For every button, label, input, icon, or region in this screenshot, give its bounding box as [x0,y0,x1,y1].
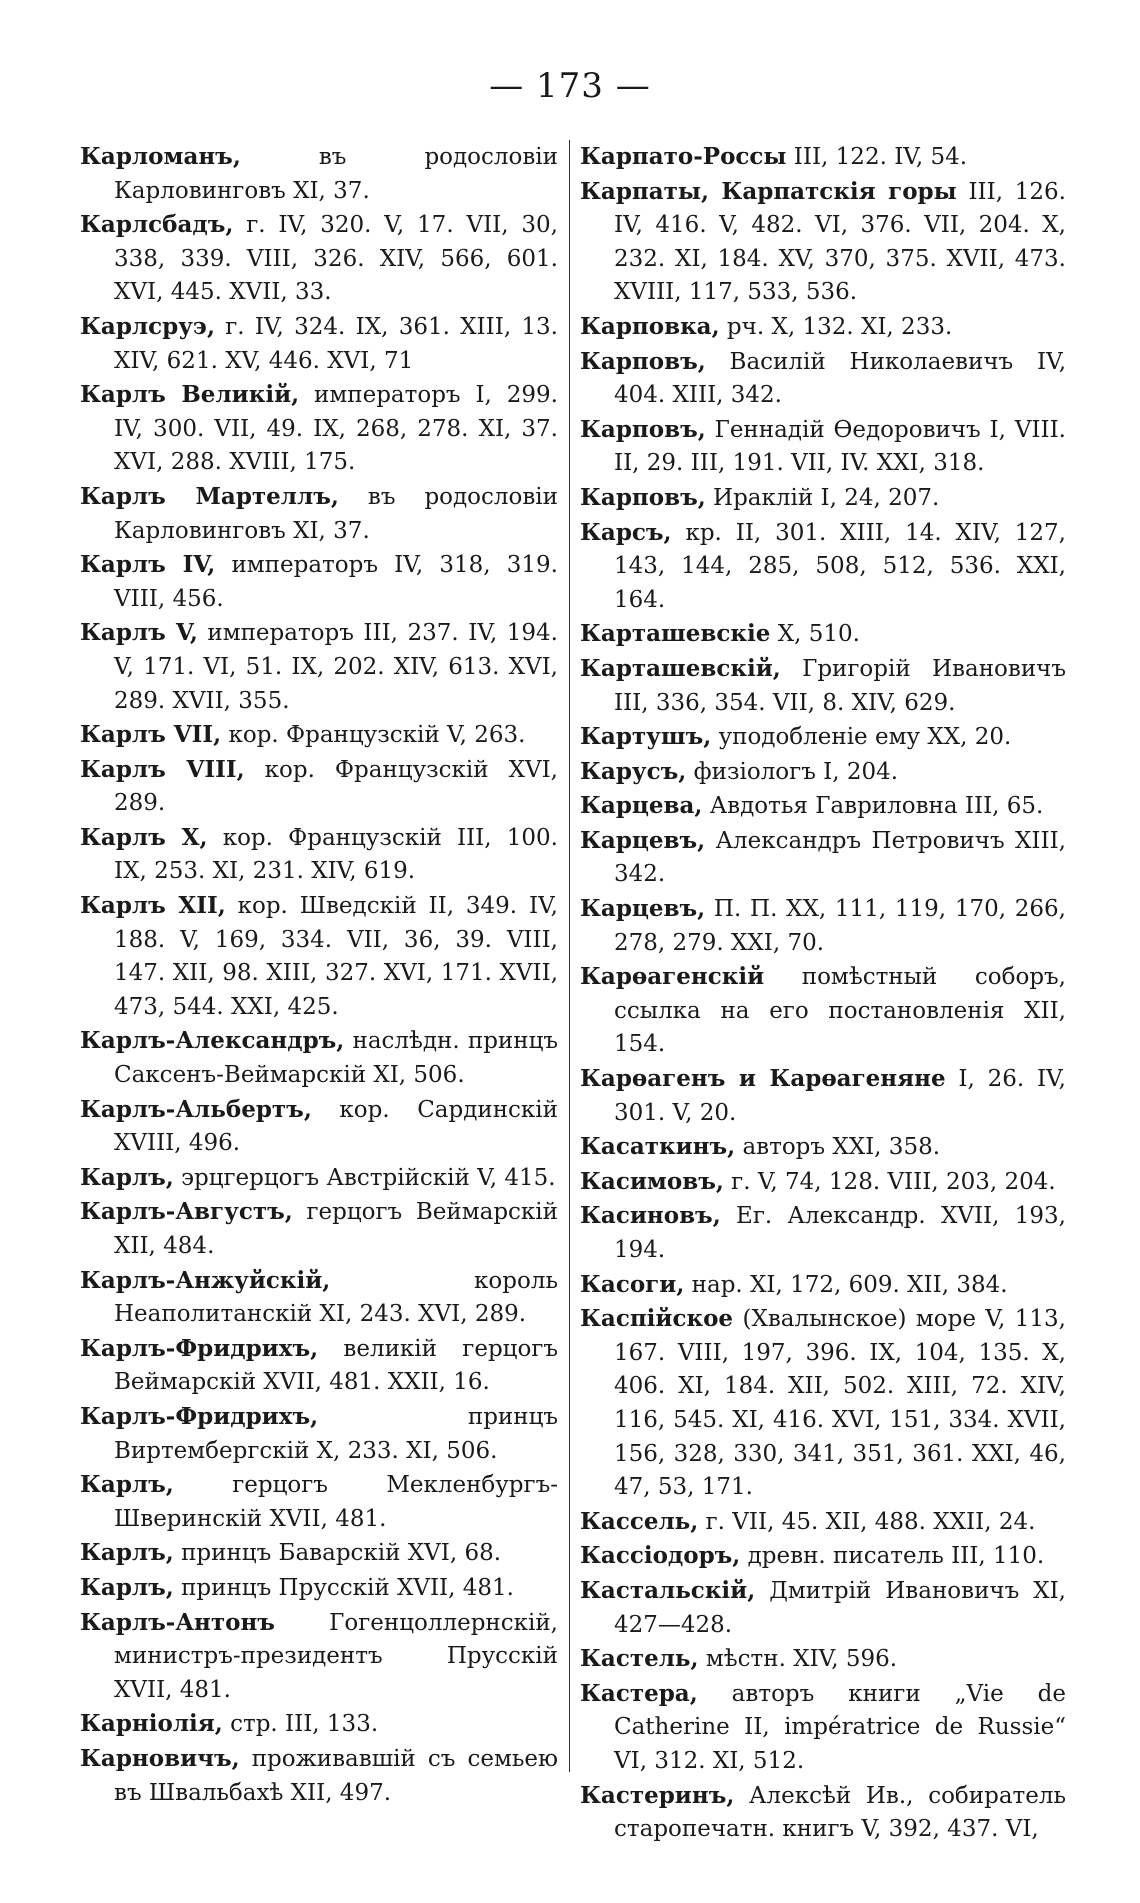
entry-heading: Кастальскій, [580,1576,756,1604]
index-entry [80,1536,558,1571]
index-entry [80,753,558,821]
entry-references: императоръ IV, 318, 319. VIII, 456. [114,552,558,612]
entry-references: г. VII, 45. XII, 488. XXII, 24. [698,1508,1036,1535]
entry-references: кор. Сардинскій XVIII, 496. [114,1096,558,1157]
entry-references: великій герцогъ Веймарскій XVII, 481. XXII, 16. [114,1335,558,1396]
index-entry [80,1400,558,1468]
column-divider [569,140,570,1772]
index-entry [580,1574,1066,1642]
entry-heading: Карлъ-Фридрихъ, [80,1334,319,1362]
index-entry [80,1332,558,1400]
index-entry [580,1642,1066,1677]
entry-references: г. IV, 320. V, 17. VII, 30, 338, 339. VIII, 326. XIV, 566, 601. XVI, 445. XVII, 33. [114,212,558,306]
index-entry [80,889,558,1024]
entry-references: въ родословіи Карловинговъ XI, 37. [114,483,558,544]
entry-references: Григорій Ивановичъ III, 336, 354. VII, 8. XIV, 629. [614,655,1066,716]
index-entry [580,175,1066,310]
index-entry [80,1024,558,1092]
index-entry [580,892,1066,960]
index-entry [80,140,558,208]
entry-references: герцогъ Мекленбургъ-Шверинскій XVII, 481. [114,1472,558,1532]
entry-heading: Карновичъ, [80,1744,240,1772]
entry-references: III, 122. IV, 54. [786,144,968,170]
entry-references: помѣстный соборъ, ссылка на его постановленія XII, 154. [614,964,1066,1058]
entry-references: нар. XI, 172, 609. XII, 384. [684,1271,1008,1298]
entry-references: Дмитрій Ивановичъ XI, 427—428. [614,1577,1066,1638]
entry-references: въ родословіи Карловинговъ XI, 37. [114,144,558,204]
entry-heading: Карлъ-Александръ, [80,1027,345,1055]
entry-heading: Кастеринъ, [580,1781,735,1809]
index-entry [580,310,1066,345]
entry-heading: Карповъ, [580,347,706,375]
entry-references: кор. Французскій XVI, 289. [114,756,558,817]
index-entry [580,1165,1066,1200]
index-entry [580,1199,1066,1267]
index-entry [580,1302,1066,1505]
index-entry [80,378,558,480]
index-entry [580,1062,1066,1130]
entry-heading: Карлъ IV, [80,551,216,579]
index-entry [580,789,1066,824]
index-entry [80,821,558,889]
entry-references: III, 126. IV, 416. V, 482. VI, 376. VII, 204. X, 232. XI, 184. XV, 370, 375. XVII, 473. XVIII, 117, 533, 536. [614,178,1066,306]
entry-references: принцъ Прусскій XVII, 481. [173,1574,514,1601]
entry-references: рч. X, 132. XI, 233. [719,313,953,340]
index-entry [580,824,1066,892]
entry-heading: Карлъ VIII, [80,755,245,783]
entry-references: Алексѣй Ив., собиратель старопечатн. книгъ V, 392, 437. VI, [614,1782,1066,1843]
index-entry [80,1195,558,1263]
entry-heading: Карлъ, [80,1163,174,1191]
index-entry [80,718,558,753]
entry-heading: Карлъ-Фридрихъ, [80,1402,319,1430]
entry-heading: Карлъ V, [80,619,198,647]
index-entry [580,1677,1066,1779]
entry-heading: Кастера, [580,1679,698,1707]
index-entry [80,208,558,310]
entry-heading: Карлсбадъ, [80,211,234,239]
entry-references: I, 26. IV, 301. V, 20. [614,1066,1066,1126]
index-entry [80,1606,558,1708]
entry-references: г. V, 74, 128. VIII, 203, 204. [723,1168,1056,1195]
entry-heading: Карлъ Великій, [80,381,300,409]
page-number: — 173 — [489,66,651,106]
index-entry [580,516,1066,618]
entry-heading: Картушъ, [580,723,712,751]
entry-heading: Карпато-Россы [580,143,787,170]
entry-heading: Касаткинъ, [580,1133,736,1161]
entry-heading: Карлъ-Августъ, [80,1198,293,1226]
index-entry [80,1264,558,1332]
entry-heading: Карповъ, [580,483,706,511]
index-entry [80,480,558,548]
entry-references: Ег. Александр. XVII, 193, 194. [614,1203,1066,1263]
entry-references: Ираклій I, 24, 207. [705,484,940,511]
entry-heading: Касимовъ, [580,1167,724,1195]
entry-references: кор. Французскій V, 263. [221,722,526,749]
index-entry [80,1161,558,1196]
entry-heading: Карлъ VII, [80,721,222,749]
entry-references: мѣстн. XIV, 596. [698,1646,898,1673]
entry-references: X, 510. [770,621,860,648]
entry-heading: Карлъ, [80,1471,174,1499]
entry-heading: Карніолія, [80,1710,223,1738]
index-entry [580,413,1066,481]
index-entry [580,1779,1066,1847]
entry-references: кр. II, 301. XIII, 14. XIV, 127, 143, 144, 285, 508, 512, 536. XXI, 164. [614,519,1066,613]
entry-references: кор. Французскій III, 100. IX, 253. XI, 231. XIV, 619. [114,824,558,885]
entry-references: стр. III, 133. [222,1711,379,1738]
entry-heading: Касоги, [580,1270,685,1298]
entry-references: уподобленіе ему XX, 20. [711,724,1012,751]
entry-heading: Карломанъ, [80,143,241,170]
entry-heading: Карлъ, [80,1539,174,1567]
entry-heading: Карөагенскій [580,963,765,991]
entry-heading: Карповка, [580,312,720,340]
entry-heading: Карцевъ, [580,895,706,923]
entry-references: Авдотья Гавриловна III, 65. [702,793,1044,820]
index-entry [80,310,558,378]
entry-references: принцъ Баварскій XVI, 68. [173,1540,502,1567]
entry-heading: Кастель, [580,1645,699,1673]
entry-references: авторъ книги „Vie de Catherine II, impératrice de Russie“ VI, 312. XI, 512. [614,1680,1066,1774]
entry-references: кор. Шведскій II, 349. IV, 188. V, 169, 334. VII, 36, 39. VIII, 147. XII, 98. XIII, 327. XVI, 171. XVII, 473, 544. XXI, 425. [114,893,558,1020]
index-entry [580,140,1066,175]
entry-heading: Карлъ X, [80,823,208,851]
entry-references: Василій Николаевичъ IV, 404. XIII, 342. [614,348,1066,409]
entry-references: П. П. XX, 111, 119, 170, 266, 278, 279. XXI, 70. [614,896,1066,956]
entry-heading: Карлъ Мартеллъ, [80,482,339,510]
entry-heading: Кассіодоръ, [580,1542,741,1570]
index-entry [580,1539,1066,1574]
index-entry [580,1268,1066,1303]
entry-references: императоръ I, 299. IV, 300. VII, 49. IX, 268, 278. XI, 37. XVI, 288. XVIII, 175. [114,382,558,476]
entry-references: наслѣдн. принцъ Саксенъ-Веймарскій XI, 506. [114,1028,558,1089]
entry-heading: Каспійское [580,1305,734,1333]
entry-references: (Хвалынское) море V, 113, 167. VIII, 197, 396. IX, 104, 135. X, 406. XI, 184. XII, 502. XIII, 72. XIV, 116, 545. XI, 416. XVI, 151, 334. XVII, 156, 328, 330, 341, 351, 361. XXI, 46, 47, 53, 171. [614,1306,1066,1501]
entry-heading: Карөагенъ и Карөагеняне [580,1065,946,1093]
right-column [580,140,1066,1847]
entry-references: г. IV, 324. IX, 361. XIII, 13. XIV, 621. XV, 446. XVI, 71 [114,313,558,374]
entry-references: Александръ Петровичъ XIII, 342. [614,827,1066,888]
index-entry [80,1742,558,1810]
entry-references: король Неаполитанскій XI, 243. XVI, 289. [114,1267,558,1328]
index-entry [80,1707,558,1742]
entry-references: императоръ III, 237. IV, 194. V, 171. VI, 51. IX, 202. XIV, 613. XVI, 289. XVII, 355. [114,620,558,714]
entry-heading: Касиновъ, [580,1202,721,1230]
index-entry [80,616,558,718]
index-entry [580,960,1066,1062]
index-entry [580,345,1066,413]
entry-references: авторъ XXI, 358. [735,1134,941,1161]
index-entry [80,1468,558,1536]
entry-heading: Карлъ-Альбертъ, [80,1095,312,1123]
entry-heading: Карпаты, Карпатскія горы [580,177,957,205]
entry-heading: Карлъ XII, [80,892,226,920]
entry-heading: Кассель, [580,1507,699,1535]
entry-heading: Карлсруэ, [80,312,215,340]
index-entry [80,1093,558,1161]
entry-heading: Карусъ, [580,757,687,785]
entry-references: Геннадій Өедоровичъ I, VIII. II, 29. III, 191. VII, IV. XXI, 318. [614,416,1066,477]
entry-references: проживавшій съ семьею въ Швальбахѣ XII, 497. [114,1745,558,1806]
index-entry [80,1571,558,1606]
entry-references: физіологъ I, 204. [686,758,899,785]
index-entry [580,1130,1066,1165]
entry-references: древн. писатель III, 110. [740,1543,1045,1570]
entry-heading: Карлъ-Антонъ [80,1608,275,1636]
index-entry [580,755,1066,790]
index-entry [580,1505,1066,1540]
left-column [80,140,558,1810]
entry-references: принцъ Виртембергскій X, 233. XI, 506. [114,1403,558,1464]
entry-references: эрцгерцогъ Австрійскій V, 415. [173,1164,556,1191]
entry-heading: Карташевскій, [580,654,781,682]
index-entry [580,617,1066,652]
entry-heading: Карлъ, [80,1573,174,1601]
entry-heading: Карцевъ, [580,826,706,854]
index-entry [80,548,558,616]
index-entry [580,652,1066,720]
entry-heading: Карсъ, [580,518,672,546]
entry-heading: Карцева, [580,792,703,820]
entry-heading: Карповъ, [580,415,706,443]
index-entry [580,481,1066,516]
entry-references: Гогенцоллернскій, министръ-президентъ Прусскій XVII, 481. [114,1609,558,1703]
entry-heading: Карлъ-Анжуйскій, [80,1266,331,1294]
entry-references: герцогъ Веймарскій XII, 484. [114,1199,558,1259]
index-entry [580,720,1066,755]
entry-heading: Карташевскіе [580,620,771,648]
